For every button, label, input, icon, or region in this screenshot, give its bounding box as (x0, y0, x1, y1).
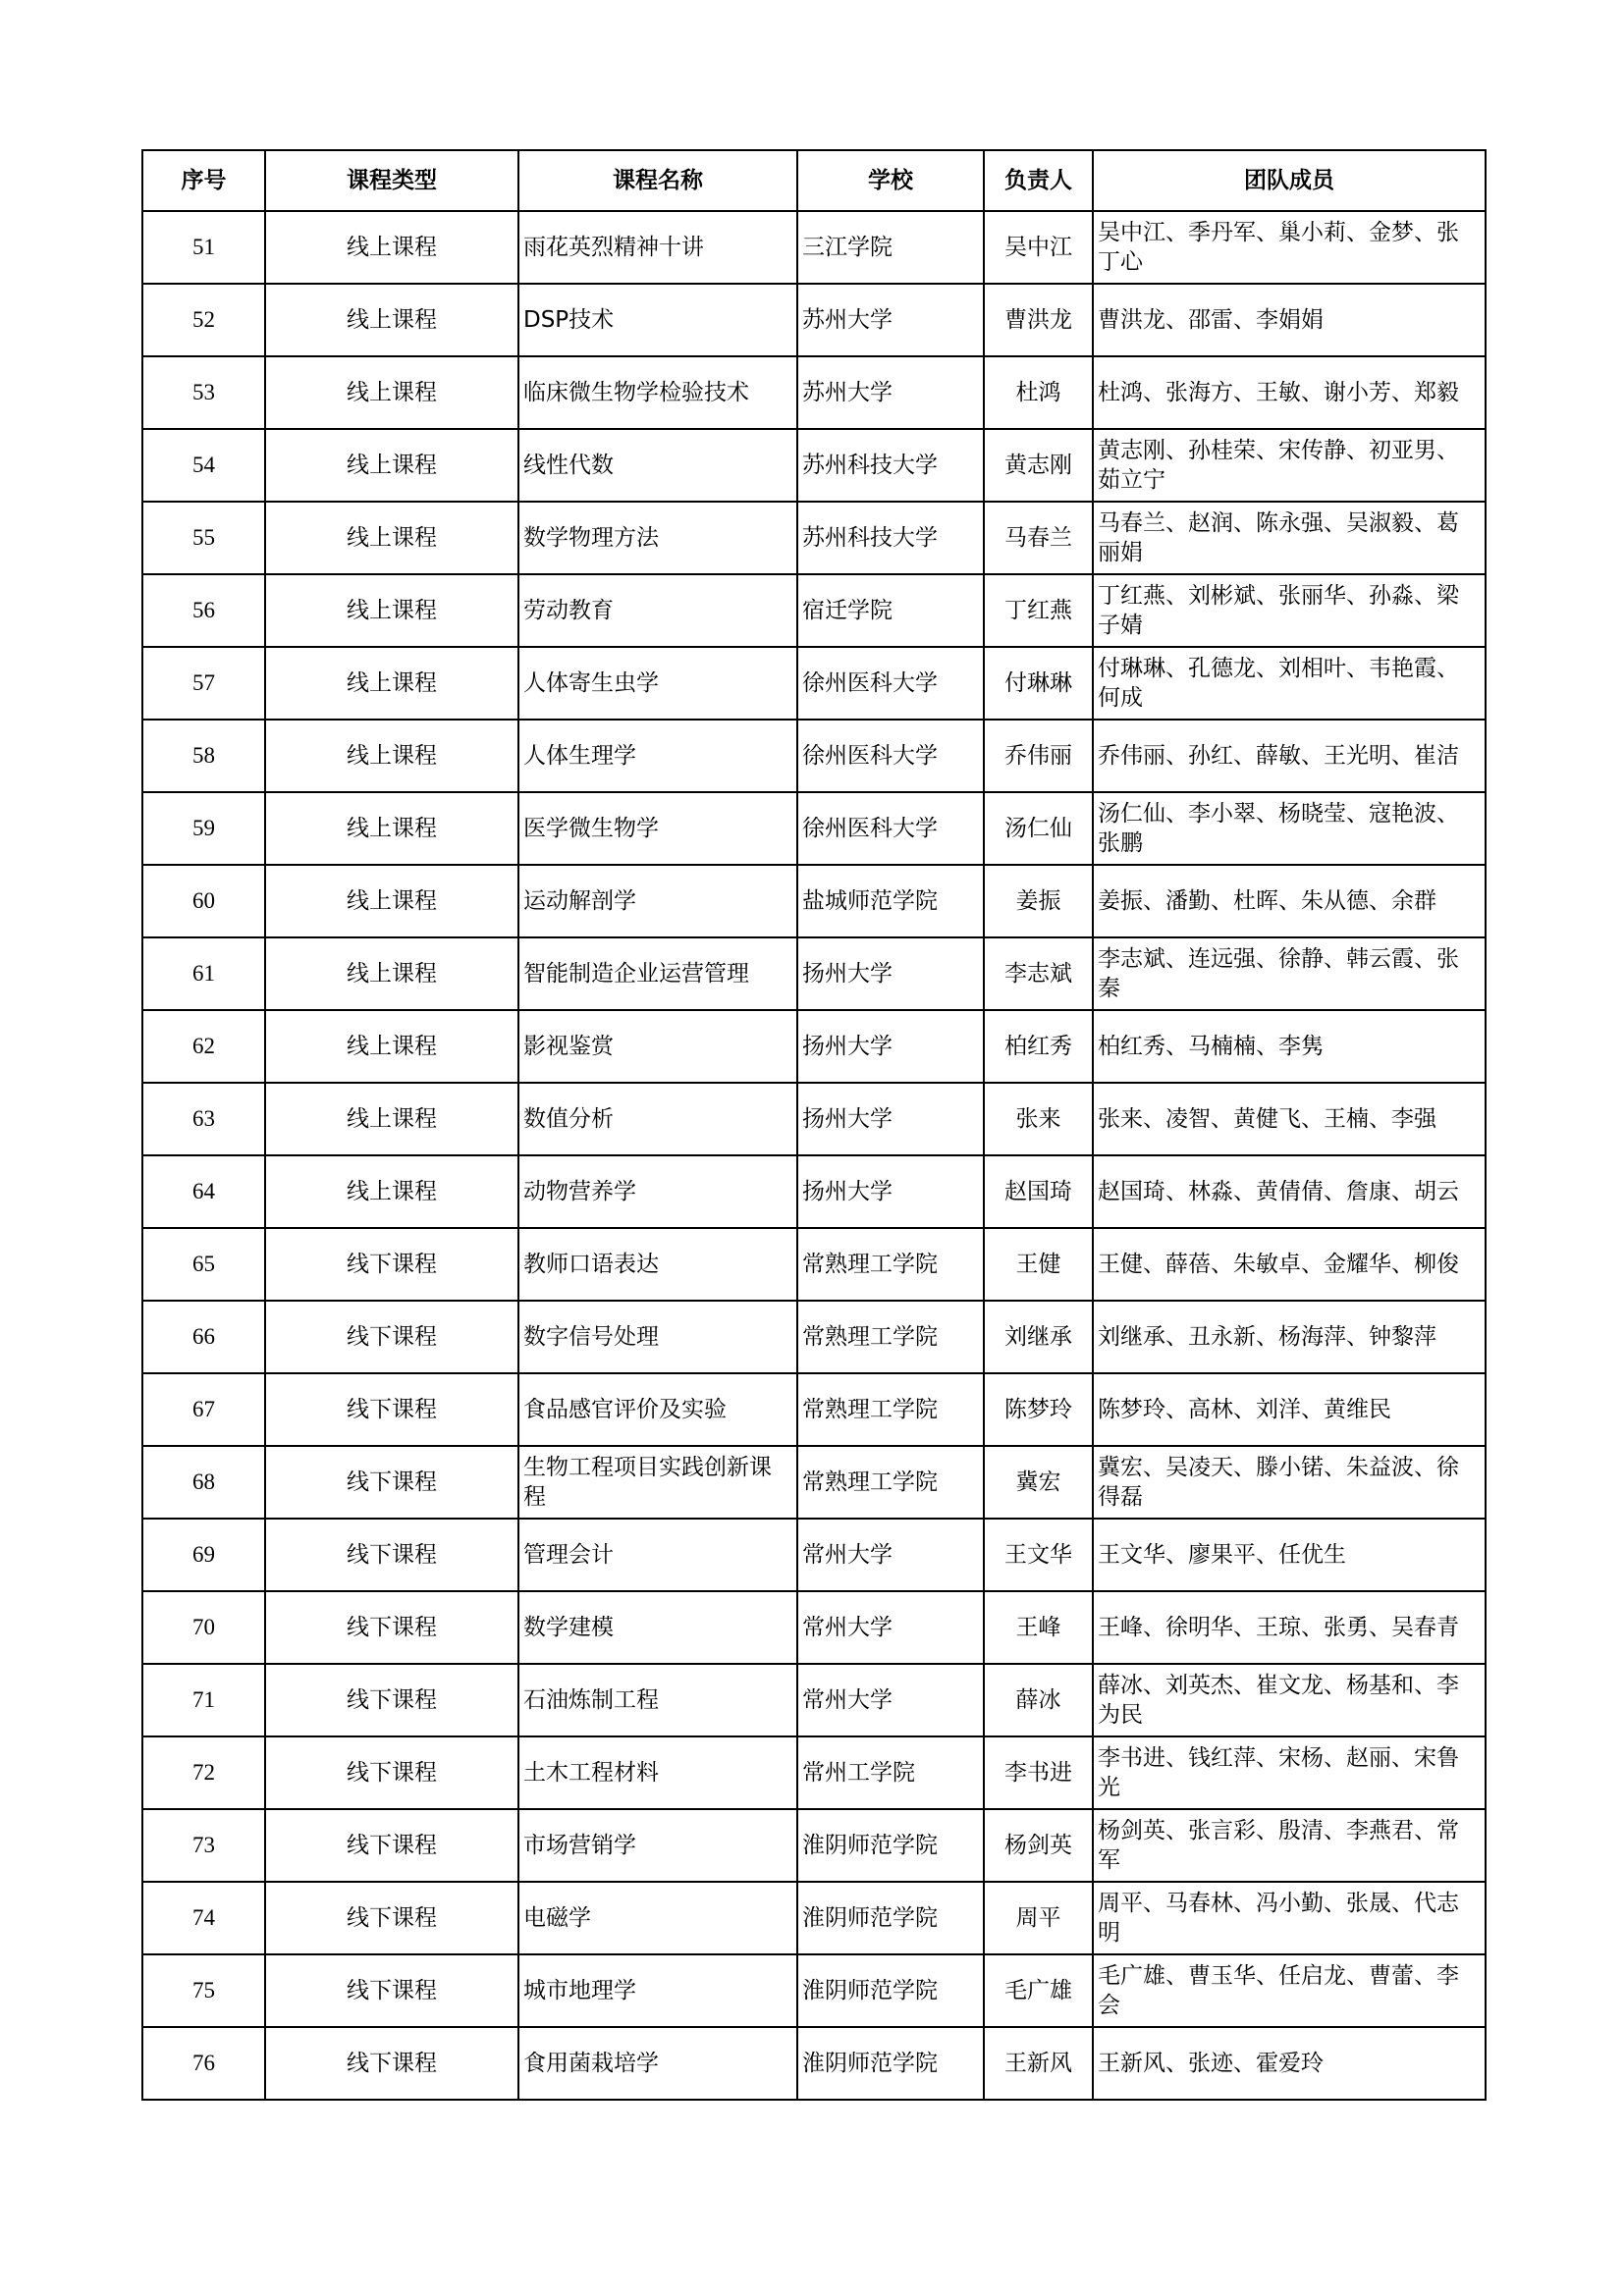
table-row (142, 1010, 1486, 1083)
cell-school: 扬州大学 (797, 1010, 984, 1083)
cell-course-type: 线下课程 (265, 1736, 518, 1809)
table-row (142, 1591, 1486, 1664)
cell-school: 常州大学 (797, 1664, 984, 1736)
cell-course-name: 食品感官评价及实验 (518, 1373, 797, 1446)
cell-members: 马春兰、赵润、陈永强、吴淑毅、葛丽娟 (1093, 502, 1486, 574)
table-row (142, 647, 1486, 720)
table-row (142, 574, 1486, 647)
cell-course-type: 线下课程 (265, 1373, 518, 1446)
table-row (142, 1083, 1486, 1155)
cell-members: 姜振、潘勤、杜晖、朱从德、余群 (1093, 865, 1486, 937)
cell-members: 曹洪龙、邵雷、李娟娟 (1093, 284, 1486, 356)
cell-course-name: 城市地理学 (518, 1954, 797, 2027)
header-leader: 负责人 (984, 150, 1093, 211)
cell-school: 常熟理工学院 (797, 1228, 984, 1301)
cell-members: 杨剑英、张言彩、殷清、李燕君、常军 (1093, 1809, 1486, 1882)
cell-no: 72 (142, 1736, 265, 1809)
cell-course-name: 线性代数 (518, 429, 797, 502)
cell-no: 56 (142, 574, 265, 647)
cell-leader: 王健 (984, 1228, 1093, 1301)
cell-leader: 陈梦玲 (984, 1373, 1093, 1446)
cell-school: 苏州科技大学 (797, 429, 984, 502)
cell-course-name: 石油炼制工程 (518, 1664, 797, 1736)
cell-leader: 张来 (984, 1083, 1093, 1155)
cell-school: 徐州医科大学 (797, 720, 984, 792)
cell-course-type: 线上课程 (265, 1155, 518, 1228)
cell-members: 周平、马春林、冯小勤、张晟、代志明 (1093, 1882, 1486, 1954)
cell-course-name: 数值分析 (518, 1083, 797, 1155)
cell-no: 64 (142, 1155, 265, 1228)
table-row (142, 1882, 1486, 1954)
cell-leader: 曹洪龙 (984, 284, 1093, 356)
table-row (142, 356, 1486, 429)
cell-no: 65 (142, 1228, 265, 1301)
cell-members: 汤仁仙、李小翠、杨晓莹、寇艳波、张鹏 (1093, 792, 1486, 865)
cell-course-name: 智能制造企业运营管理 (518, 937, 797, 1010)
cell-course-type: 线上课程 (265, 574, 518, 647)
table-row (142, 1373, 1486, 1446)
cell-school: 常州大学 (797, 1591, 984, 1664)
cell-members: 张来、凌智、黄健飞、王楠、李强 (1093, 1083, 1486, 1155)
cell-no: 57 (142, 647, 265, 720)
cell-school: 扬州大学 (797, 937, 984, 1010)
cell-members: 毛广雄、曹玉华、任启龙、曹蕾、李会 (1093, 1954, 1486, 2027)
cell-leader: 王峰 (984, 1591, 1093, 1664)
cell-school: 常州工学院 (797, 1736, 984, 1809)
cell-leader: 薛冰 (984, 1664, 1093, 1736)
cell-members: 付琳琳、孔德龙、刘相叶、韦艳霞、何成 (1093, 647, 1486, 720)
cell-course-type: 线上课程 (265, 792, 518, 865)
cell-course-name: 人体寄生虫学 (518, 647, 797, 720)
cell-members: 丁红燕、刘彬斌、张丽华、孙淼、梁子婧 (1093, 574, 1486, 647)
cell-school: 扬州大学 (797, 1155, 984, 1228)
cell-leader: 杨剑英 (984, 1809, 1093, 1882)
cell-leader: 汤仁仙 (984, 792, 1093, 865)
cell-school: 淮阴师范学院 (797, 1954, 984, 2027)
cell-members: 赵国琦、林淼、黄倩倩、詹康、胡云 (1093, 1155, 1486, 1228)
cell-school: 徐州医科大学 (797, 647, 984, 720)
cell-course-name: 数学建模 (518, 1591, 797, 1664)
cell-no: 66 (142, 1301, 265, 1373)
cell-no: 73 (142, 1809, 265, 1882)
cell-school: 常熟理工学院 (797, 1373, 984, 1446)
cell-no: 69 (142, 1519, 265, 1591)
cell-no: 52 (142, 284, 265, 356)
cell-members: 乔伟丽、孙红、薛敏、王光明、崔洁 (1093, 720, 1486, 792)
cell-members: 柏红秀、马楠楠、李隽 (1093, 1010, 1486, 1083)
cell-course-name: 土木工程材料 (518, 1736, 797, 1809)
cell-course-type: 线下课程 (265, 1228, 518, 1301)
cell-no: 71 (142, 1664, 265, 1736)
cell-school: 常熟理工学院 (797, 1301, 984, 1373)
cell-members: 陈梦玲、高林、刘洋、黄维民 (1093, 1373, 1486, 1446)
cell-school: 苏州大学 (797, 284, 984, 356)
cell-leader: 毛广雄 (984, 1954, 1093, 2027)
cell-members: 黄志刚、孙桂荣、宋传静、初亚男、茹立宁 (1093, 429, 1486, 502)
table-row (142, 1809, 1486, 1882)
cell-members: 刘继承、丑永新、杨海萍、钟黎萍 (1093, 1301, 1486, 1373)
table-row (142, 1519, 1486, 1591)
cell-school: 宿迁学院 (797, 574, 984, 647)
table-row (142, 2027, 1486, 2100)
cell-course-name: 医学微生物学 (518, 792, 797, 865)
cell-school: 淮阴师范学院 (797, 1882, 984, 1954)
course-table (141, 149, 1487, 2101)
cell-members: 冀宏、吴凌天、滕小锘、朱益波、徐得磊 (1093, 1446, 1486, 1519)
cell-course-type: 线上课程 (265, 284, 518, 356)
table-row (142, 429, 1486, 502)
cell-course-name: 雨花英烈精神十讲 (518, 211, 797, 284)
cell-no: 51 (142, 211, 265, 284)
cell-leader: 王新风 (984, 2027, 1093, 2100)
cell-leader: 李书进 (984, 1736, 1093, 1809)
cell-members: 李志斌、连远强、徐静、韩云霞、张秦 (1093, 937, 1486, 1010)
table-row (142, 1446, 1486, 1519)
cell-members: 李书进、钱红萍、宋杨、赵丽、宋鲁光 (1093, 1736, 1486, 1809)
cell-members: 杜鸿、张海方、王敏、谢小芳、郑毅 (1093, 356, 1486, 429)
cell-course-type: 线下课程 (265, 1591, 518, 1664)
cell-leader: 乔伟丽 (984, 720, 1093, 792)
cell-leader: 王文华 (984, 1519, 1093, 1591)
cell-course-name: 运动解剖学 (518, 865, 797, 937)
cell-school: 淮阴师范学院 (797, 1809, 984, 1882)
cell-no: 53 (142, 356, 265, 429)
table-row (142, 865, 1486, 937)
table-row (142, 1301, 1486, 1373)
cell-no: 58 (142, 720, 265, 792)
cell-no: 76 (142, 2027, 265, 2100)
cell-no: 59 (142, 792, 265, 865)
cell-members: 王文华、廖果平、任优生 (1093, 1519, 1486, 1591)
cell-school: 常州大学 (797, 1519, 984, 1591)
cell-no: 68 (142, 1446, 265, 1519)
header-course-type: 课程类型 (265, 150, 518, 211)
cell-school: 淮阴师范学院 (797, 2027, 984, 2100)
cell-course-type: 线下课程 (265, 1954, 518, 2027)
cell-leader: 赵国琦 (984, 1155, 1093, 1228)
cell-course-type: 线上课程 (265, 1010, 518, 1083)
cell-course-name: 管理会计 (518, 1519, 797, 1591)
cell-course-type: 线上课程 (265, 865, 518, 937)
cell-members: 吴中江、季丹军、巢小莉、金梦、张丁心 (1093, 211, 1486, 284)
cell-leader: 李志斌 (984, 937, 1093, 1010)
cell-course-name: 动物营养学 (518, 1155, 797, 1228)
cell-leader: 吴中江 (984, 211, 1093, 284)
table-row (142, 502, 1486, 574)
header-course-name: 课程名称 (518, 150, 797, 211)
cell-leader: 周平 (984, 1882, 1093, 1954)
cell-leader: 丁红燕 (984, 574, 1093, 647)
cell-course-type: 线上课程 (265, 647, 518, 720)
cell-course-name: 教师口语表达 (518, 1228, 797, 1301)
table-row (142, 1228, 1486, 1301)
cell-no: 62 (142, 1010, 265, 1083)
cell-course-type: 线下课程 (265, 2027, 518, 2100)
cell-members: 王新风、张迹、霍爱玲 (1093, 2027, 1486, 2100)
cell-course-name: 市场营销学 (518, 1809, 797, 1882)
cell-leader: 黄志刚 (984, 429, 1093, 502)
cell-course-name: 生物工程项目实践创新课程 (518, 1446, 797, 1519)
table-body (142, 211, 1486, 2100)
cell-course-type: 线上课程 (265, 211, 518, 284)
cell-school: 徐州医科大学 (797, 792, 984, 865)
table-header-row (142, 150, 1486, 211)
cell-course-type: 线上课程 (265, 937, 518, 1010)
cell-course-type: 线下课程 (265, 1519, 518, 1591)
cell-no: 63 (142, 1083, 265, 1155)
table-row (142, 937, 1486, 1010)
table-row (142, 1954, 1486, 2027)
table-row (142, 1155, 1486, 1228)
header-no: 序号 (142, 150, 265, 211)
cell-leader: 马春兰 (984, 502, 1093, 574)
cell-course-name: DSP技术 (518, 284, 797, 356)
cell-no: 70 (142, 1591, 265, 1664)
cell-course-name: 数字信号处理 (518, 1301, 797, 1373)
cell-course-type: 线上课程 (265, 1083, 518, 1155)
cell-school: 三江学院 (797, 211, 984, 284)
cell-leader: 刘继承 (984, 1301, 1093, 1373)
cell-course-name: 电磁学 (518, 1882, 797, 1954)
table-row (142, 720, 1486, 792)
cell-course-type: 线下课程 (265, 1301, 518, 1373)
cell-no: 75 (142, 1954, 265, 2027)
cell-members: 薛冰、刘英杰、崔文龙、杨基和、李为民 (1093, 1664, 1486, 1736)
cell-course-type: 线上课程 (265, 356, 518, 429)
cell-leader: 冀宏 (984, 1446, 1093, 1519)
cell-leader: 付琳琳 (984, 647, 1093, 720)
cell-course-type: 线下课程 (265, 1446, 518, 1519)
cell-school: 苏州大学 (797, 356, 984, 429)
table-row (142, 211, 1486, 284)
cell-course-name: 人体生理学 (518, 720, 797, 792)
table-row (142, 284, 1486, 356)
cell-no: 54 (142, 429, 265, 502)
cell-members: 王峰、徐明华、王琼、张勇、吴春青 (1093, 1591, 1486, 1664)
table-row (142, 1736, 1486, 1809)
header-school: 学校 (797, 150, 984, 211)
cell-course-name: 影视鉴赏 (518, 1010, 797, 1083)
table-row (142, 1664, 1486, 1736)
cell-course-name: 数学物理方法 (518, 502, 797, 574)
cell-no: 67 (142, 1373, 265, 1446)
cell-no: 60 (142, 865, 265, 937)
cell-no: 74 (142, 1882, 265, 1954)
cell-school: 扬州大学 (797, 1083, 984, 1155)
header-members: 团队成员 (1093, 150, 1486, 211)
cell-no: 61 (142, 937, 265, 1010)
cell-course-name: 食用菌栽培学 (518, 2027, 797, 2100)
cell-school: 盐城师范学院 (797, 865, 984, 937)
cell-leader: 柏红秀 (984, 1010, 1093, 1083)
cell-school: 苏州科技大学 (797, 502, 984, 574)
cell-course-type: 线下课程 (265, 1664, 518, 1736)
cell-no: 55 (142, 502, 265, 574)
cell-course-type: 线上课程 (265, 502, 518, 574)
cell-course-type: 线下课程 (265, 1809, 518, 1882)
cell-members: 王健、薛蓓、朱敏卓、金耀华、柳俊 (1093, 1228, 1486, 1301)
cell-course-type: 线上课程 (265, 720, 518, 792)
cell-course-name: 劳动教育 (518, 574, 797, 647)
cell-leader: 杜鸿 (984, 356, 1093, 429)
cell-course-type: 线下课程 (265, 1882, 518, 1954)
cell-course-type: 线上课程 (265, 429, 518, 502)
table-row (142, 792, 1486, 865)
cell-leader: 姜振 (984, 865, 1093, 937)
cell-course-name: 临床微生物学检验技术 (518, 356, 797, 429)
cell-school: 常熟理工学院 (797, 1446, 984, 1519)
